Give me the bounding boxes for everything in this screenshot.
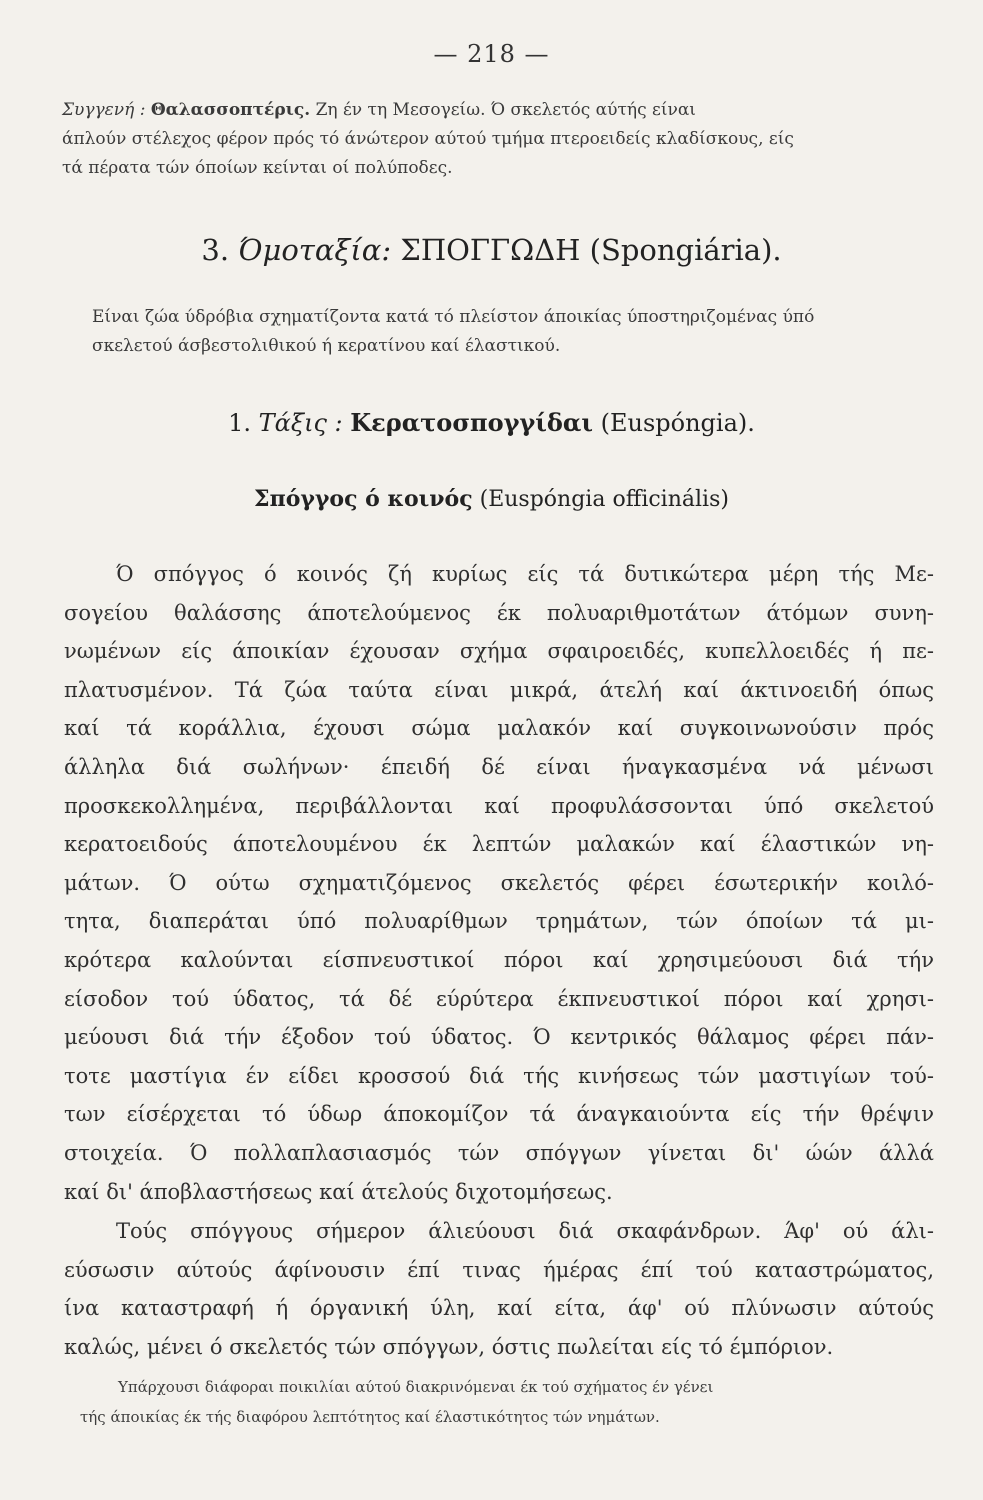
- body-line: καλώς, μένει ό σκελετός τών σπόγγων, όστις πωλείται είς τό έμπόριον.: [64, 1334, 834, 1359]
- note-line: τής άποικίας έκ τής διαφόρου λεπτότητος καί έλαστικότητος τών νημάτων.: [80, 1408, 660, 1426]
- body-line: σογείου θαλάσσης άποτελούμενος έκ πολυαριθμοτάτων άτόμων συνη-: [64, 600, 934, 625]
- species-latin: (Euspóngia officinális): [479, 487, 729, 512]
- paragraph-line: άπλούν στέλεχος φέρον πρός τό άνώτερον αύτού τμήμα πτεροειδείς κλαδίσκους, είς: [62, 129, 794, 149]
- paragraph-line: Είναι ζώα ύδρόβια σχηματίζοντα κατά τό πλείστον άποικίας ύποστηριζομένας ύπό: [92, 307, 815, 327]
- order-name: Κερατοσπογγίδαι: [350, 408, 593, 437]
- class-heading: [0, 233, 983, 267]
- body-line: τοτε μαστίγια έν είδει κροσσού διά τής κινήσεως τών μαστιγίων τού-: [64, 1063, 934, 1088]
- species-name: Σπόγγος ό κοινός: [254, 486, 473, 512]
- body-line: καί τά κοράλλια, έχουσι σώμα μαλακόν καί συγκοινωνούσιν πρός: [64, 716, 934, 741]
- class-description: [92, 303, 932, 361]
- body-line: κρότερα καλούνται είσπνευστικοί πόροι καί χρησιμεύουσι διά τήν: [64, 947, 934, 972]
- body-line: κερατοειδούς άποτελουμένου έκ λεπτών μαλακών καί έλαστικών νη-: [64, 832, 934, 857]
- paragraph-line: σκελετού άσβεστολιθικού ή κερατίνου καί έλαστικού.: [92, 336, 561, 356]
- body-line: μάτων. Ό ούτω σχηματιζόμενος σκελετός φέρει έσωτερικήν κοιλό-: [64, 870, 934, 895]
- body-line: μεύουσι διά τήν έξοδον τού ύδατος. Ό κεντρικός θάλαμος φέρει πάν-: [64, 1025, 934, 1050]
- order-latin: (Euspóngia).: [600, 409, 755, 437]
- body-line: καί δι' άποβλαστήσεως καί άτελούς διχοτομήσεως.: [64, 1179, 613, 1204]
- body-line: τητα, διαπεράται ύπό πολυαρίθμων τρημάτων, τών όποίων τά μι-: [64, 909, 934, 934]
- order-heading: [0, 408, 983, 437]
- body-line: στοιχεία. Ό πολλαπλασιασμός τών σπόγγων γίνεται δι' ώών άλλά: [64, 1140, 934, 1165]
- body-line: είσοδον τού ύδατος, τά δέ εύρύτερα έκπνευστικοί πόροι καί χρησι-: [64, 986, 934, 1011]
- note-line: Υπάρχουσι διάφοραι ποικιλίαι αύτού διακρινόμεναι έκ τού σχήματος έν γένει: [118, 1378, 714, 1396]
- species-heading: [0, 486, 983, 512]
- heading-title: ΣΠΟΓΓΩΔΗ (Spongiária).: [400, 233, 782, 267]
- footnote: [80, 1372, 940, 1432]
- body-line: Ό σπόγγος ό κοινός ζή κυρίως είς τά δυτικώτερα μέρη τής Με-: [116, 562, 934, 586]
- body-line: Τούς σπόγγους σήμερον άλιεύουσι διά σκαφάνδρων. Άφ' ού άλι-: [116, 1219, 934, 1243]
- species-description: [64, 555, 934, 1211]
- species-name: Θαλασσοπτέρις.: [150, 100, 311, 120]
- related-label: Συγγενή :: [62, 100, 146, 120]
- body-line: πλατυσμένον. Τά ζώα ταύτα είναι μικρά, άτελή καί άκτινοειδή όπως: [64, 677, 934, 702]
- body-line: εύσωσιν αύτούς άφίνουσιν έπί τινας ήμέρας έπί τού καταστρώματος,: [64, 1257, 934, 1282]
- heading-label: Όμοταξία:: [238, 233, 392, 267]
- heading-label: Τάξις :: [258, 409, 343, 437]
- paragraph-line: τά πέρατα τών όποίων κείνται οί πολύποδες.: [62, 158, 453, 178]
- body-line: των είσέρχεται τό ύδωρ άποκομίζον τά άναγκαιούντα είς τήν θρέψιν: [64, 1102, 934, 1127]
- heading-number: 1.: [228, 409, 251, 437]
- harvesting-paragraph: [64, 1212, 934, 1366]
- heading-number: 3.: [201, 233, 230, 267]
- paragraph-line: [62, 96, 942, 125]
- page-number: — 218 —: [433, 40, 550, 68]
- body-line: νωμένων είς άποικίαν έχουσαν σχήμα σφαιροειδές, κυπελλοειδές ή πε-: [64, 639, 934, 664]
- body-line: άλληλα διά σωλήνων· έπειδή δέ είναι ήναγκασμένα νά μένωσι: [64, 754, 934, 779]
- related-species-paragraph: [62, 96, 942, 183]
- body-line: προσκεκολλημένα, περιβάλλονται καί προφυλάσσονται ύπό σκελετού: [64, 793, 934, 818]
- text: Ζη έν τη Μεσογείω. Ό σκελετός αύτής είναι: [310, 100, 696, 120]
- body-line: ίνα καταστραφή ή όργανική ύλη, καί είτα, άφ' ού πλύνωσιν αύτούς: [64, 1296, 934, 1321]
